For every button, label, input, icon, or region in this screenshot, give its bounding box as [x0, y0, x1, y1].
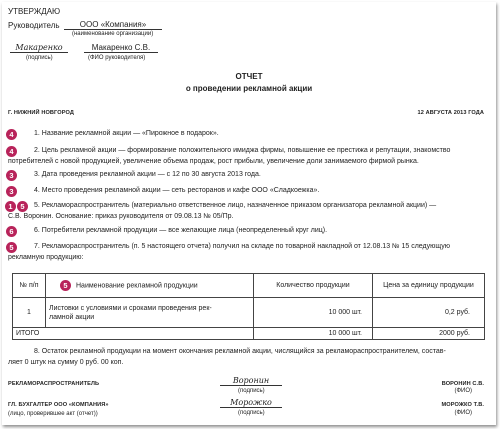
document-sheet: [2, 2, 496, 425]
marker-badge: 3: [6, 186, 17, 197]
marker-badge: 5: [17, 201, 28, 212]
marker-badge: 5: [6, 242, 17, 253]
sign-caption: (подпись): [238, 410, 265, 416]
distributor-label: РЕКЛАМОРАСПРОСТРАНИТЕЛЬ: [8, 381, 100, 387]
item-4-line: 4. Место проведения рекламной акции — сеть ресторанов и кафе ООО «Сладкоежка».: [34, 187, 320, 194]
marker-badge: 3: [6, 170, 17, 181]
sign-caption: (подпись): [238, 388, 265, 394]
table-row: [13, 298, 485, 328]
distributor-signature: Воронин: [220, 376, 282, 386]
director-signature: Макаренко: [10, 43, 68, 53]
row-price: 0,2 руб.: [373, 298, 485, 328]
table-header-row: [13, 274, 485, 298]
item-5-cont: [8, 212, 233, 223]
report-subtitle: о проведении рекламной акции: [185, 84, 313, 93]
products-table: [12, 273, 485, 340]
row-name-line: ламной акции: [49, 313, 95, 321]
col-header-name: [46, 274, 254, 298]
accountant-name: МОРОЖКО Т.В.: [441, 402, 484, 408]
head-label: Руководитель: [8, 21, 60, 30]
report-title: ОТЧЕТ: [235, 72, 263, 81]
item-2-line: потребителей с новой продукцией, увеличение объема продаж, рост прибыли, увеличение доли занимаемого фирмой рынка.: [8, 158, 419, 165]
total-label: ИТОГО: [13, 328, 254, 340]
item-8-line: ляет 0 штук на сумму 0 руб. 00 коп.: [8, 359, 124, 366]
report-date: 12 АВГУСТА 2013 ГОДА: [417, 110, 484, 116]
col-header-name-label: Наименование рекламной продукции: [76, 282, 198, 290]
item-5-line: С.В. Воронин. Основание: приказ руководителя от 09.08.13 № 05/Пр.: [8, 213, 234, 220]
marker-badge: 4: [6, 129, 17, 140]
item-2: [34, 146, 450, 157]
distributor-name: ВОРОНИН С.В.: [441, 381, 484, 387]
item-3-line: 3. Дата проведения рекламной акции — с 12 по 30 августа 2013 года.: [34, 171, 261, 178]
marker-badge: 6: [6, 226, 17, 237]
col-header-num: № п/п: [13, 274, 46, 298]
table-total-row: [13, 328, 485, 340]
fio-caption: (ФИО): [454, 388, 472, 394]
city: Г. НИЖНИЙ НОВГОРОД: [8, 110, 74, 116]
accountant-signature: Морожко: [220, 398, 282, 408]
accountant-label: ГЛ. БУХГАЛТЕР ООО «КОМПАНИЯ»: [8, 402, 109, 408]
item-6-line: 6. Потребители рекламной продукции — все желающие лица (неопределенный круг лиц).: [34, 227, 328, 234]
item-6: [34, 226, 327, 237]
total-qty: 10 000 шт.: [254, 328, 373, 340]
fio-caption: (ФИО руководителя): [88, 55, 146, 61]
fio-caption: (ФИО): [454, 410, 472, 416]
item-4: [34, 186, 319, 197]
marker-badge: 1: [5, 201, 16, 212]
row-name-line: Листовки с условиями и сроками проведения рек-: [49, 304, 212, 312]
col-header-qty: Количество продукции: [254, 274, 373, 298]
item-3: [34, 170, 261, 181]
item-5: [34, 201, 436, 212]
accountant-note: (лицо, проверившее акт (отчет)): [8, 411, 98, 417]
marker-badge: 4: [6, 146, 17, 157]
sign-caption: (подпись): [26, 55, 53, 61]
item-2-cont: [8, 157, 419, 168]
item-7-line: рекламную продукцию:: [8, 254, 84, 261]
director-fio: Макаренко С.В.: [84, 43, 158, 53]
row-qty: 10 000 шт.: [254, 298, 373, 328]
item-8-line: 8. Остаток рекламной продукции на момент окончания рекламной акции, числящийся за рекламораспространителем, состав-: [34, 348, 446, 355]
org-caption: (наименование организации): [72, 31, 154, 37]
item-7-line: 7. Рекламораспространитель (п. 5 настоящего отчета) получил на складе по товарной накладной от 12.08.13 № 15 следующую: [34, 243, 450, 250]
col-header-price: Цена за единицу продукции: [373, 274, 485, 298]
item-1-line: 1. Название рекламной акции — «Пирожное в подарок».: [34, 130, 219, 137]
item-8: [34, 347, 446, 358]
row-name: [46, 298, 254, 328]
item-7-cont: [8, 253, 83, 264]
approve-heading: УТВЕРЖДАЮ: [8, 7, 61, 16]
row-num: 1: [13, 298, 46, 328]
item-5-line: 5. Рекламораспространитель (материально ответственное лицо, назначенное приказом организатора рекламной акции) —: [34, 202, 437, 209]
total-price: 2000 руб.: [373, 328, 485, 340]
marker-badge: 5: [60, 280, 71, 291]
item-1: [34, 129, 219, 140]
org-name: ООО «Компания»: [64, 20, 162, 30]
item-7: [34, 242, 450, 253]
item-2-line: 2. Цель рекламной акции — формирование положительного имиджа фирмы, повышение ее престижа и репутации, знакомство: [34, 147, 451, 154]
item-8-cont: [8, 358, 123, 369]
